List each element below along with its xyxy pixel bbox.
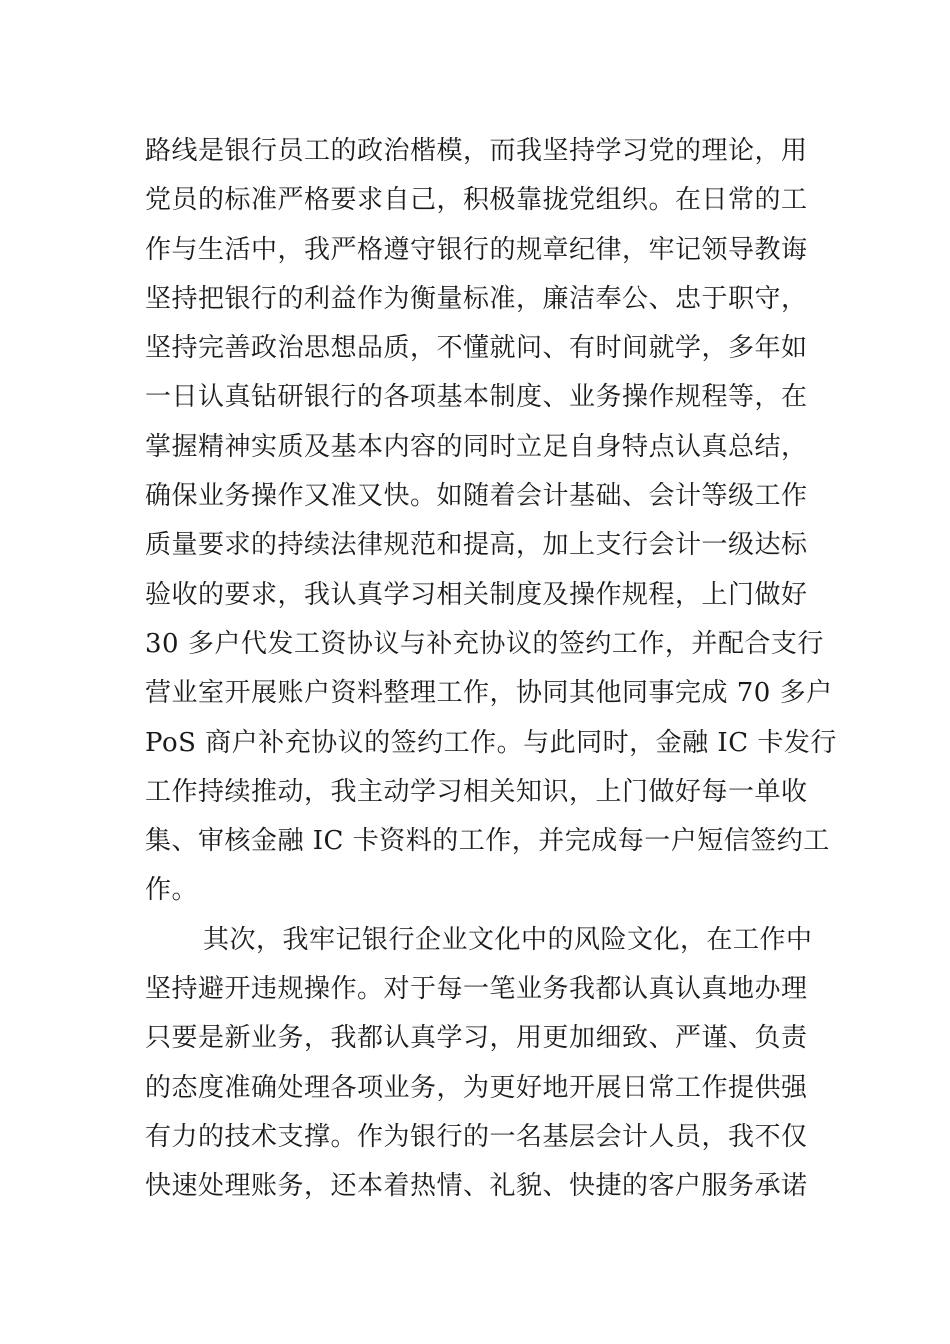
paragraph-2: [145, 916, 825, 1212]
text-line: 掌握精神实质及基本内容的同时立足自身特点认真总结，: [145, 431, 808, 462]
text-line: PoS 商户补充协议的签约工作。与此同时，金融 IC 卡发行: [145, 727, 837, 758]
text-line: 集、审核金融 IC 卡资料的工作，并完成每一户短信签约工: [145, 826, 830, 857]
text-line: 确保业务操作又准又快。如随着会计基础、会计等级工作: [145, 481, 808, 512]
text-line: 作与生活中，我严格遵守银行的规章纪律，牢记领导教诲: [145, 234, 808, 265]
text-line: 坚持避开违规操作。对于每一笔业务我都认真认真地办理: [145, 974, 808, 1005]
text-line: 的态度准确处理各项业务，为更好地开展日常工作提供强: [145, 1072, 808, 1103]
text-line: 快速处理账务，还本着热情、礼貌、快捷的客户服务承诺: [145, 1171, 808, 1202]
text-line: 路线是银行员工的政治楷模，而我坚持学习党的理论，用: [145, 136, 808, 166]
text-line: 工作持续推动，我主动学习相关知识，上门做好每一单收: [145, 776, 808, 807]
paragraph-1: [145, 127, 837, 916]
text-line: 30 多户代发工资协议与补充协议的签约工作，并配合支行: [145, 628, 824, 659]
text-line: 只要是新业务，我都认真学习，用更加细致、严谨、负责: [145, 1023, 808, 1054]
text-line: 质量要求的持续法律规范和提高，加上支行会计一级达标: [145, 530, 808, 561]
text-line: 一日认真钻研银行的各项基本制度、业务操作规程等，在: [145, 382, 808, 413]
document-body: [145, 127, 837, 1212]
text-line: 验收的要求，我认真学习相关制度及操作规程，上门做好: [145, 579, 808, 610]
text-line: 坚持把银行的利益作为衡量标准，廉洁奉公、忠于职守，: [145, 283, 808, 314]
text-line: 其次，我牢记银行企业文化中的风险文化，在工作中: [203, 924, 813, 955]
text-line: 作。: [145, 875, 199, 906]
text-line: 坚持完善政治思想品质，不懂就问、有时间就学，多年如: [145, 333, 808, 364]
text-line: 党员的标准严格要求自己，积极靠拢党组织。在日常的工: [145, 185, 808, 216]
text-line: 有力的技术支撑。作为银行的一名基层会计人员，我不仅: [145, 1121, 808, 1152]
text-line: 营业室开展账户资料整理工作，协同其他同事完成 70 多户: [145, 678, 833, 709]
